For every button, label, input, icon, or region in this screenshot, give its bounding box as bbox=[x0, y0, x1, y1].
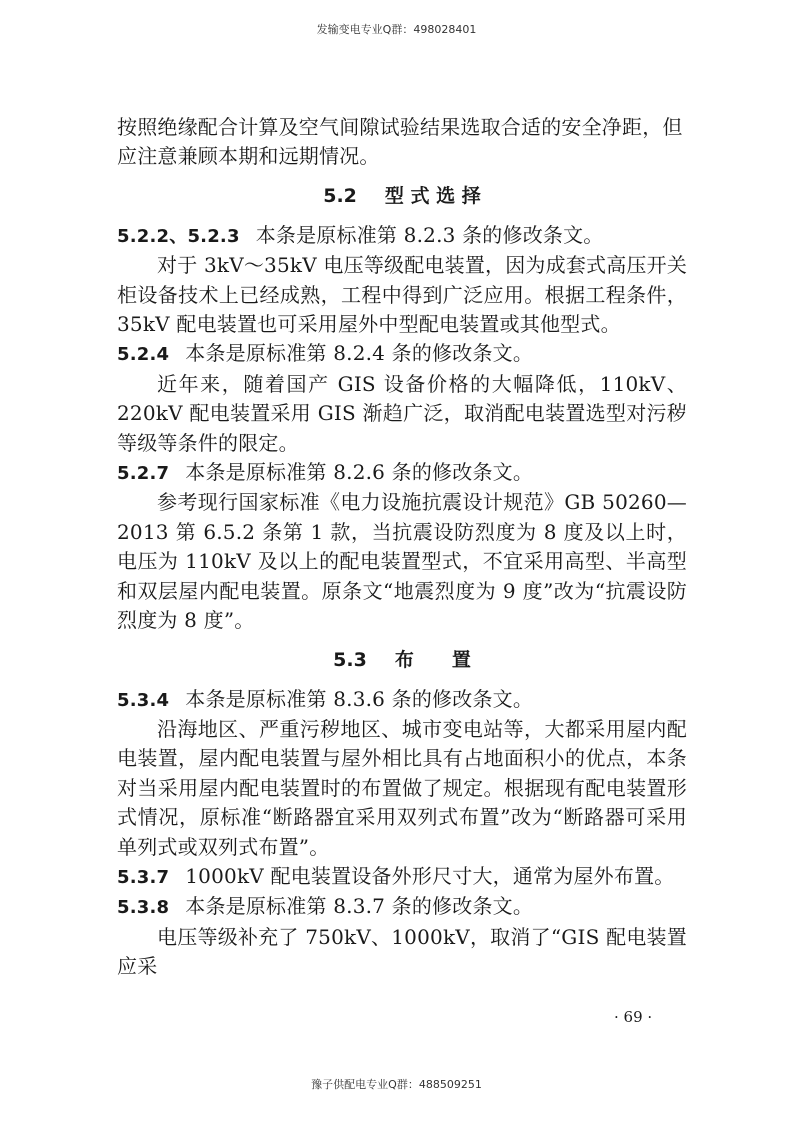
document-body bbox=[117, 113, 687, 982]
clause-body: 电压等级补充了 750kV、1000kV，取消了“GIS 配电装置应采 bbox=[117, 924, 687, 979]
section-number: 5.2 bbox=[323, 184, 357, 207]
section-title: 型 式 选 择 bbox=[384, 184, 481, 207]
clause-5-3-7 bbox=[117, 862, 687, 892]
clause-body: 参考现行国家标准《电力设施抗震设计规范》GB 50260—2013 第 6.5.2 条第 1 款，当抗震设防烈度为 8 度及以上时，电压为 110kV 及以上的配电装置型式，不宜采用高型、半高型和双层屋内配电装置。原条文“地震烈度为 9 度”改为“抗震设防烈度为 8 度”。 bbox=[117, 490, 687, 633]
clause-number: 5.2.7 bbox=[117, 463, 170, 485]
page-number: · 69 · bbox=[614, 1008, 653, 1026]
clause-body: 近年来，随着国产 GIS 设备价格的大幅降低，110kV、220kV 配电装置采用 GIS 渐趋广泛，取消配电装置选型对污秽等级等条件的限定。 bbox=[117, 371, 687, 455]
clause-5-2-4 bbox=[117, 339, 687, 369]
clause-5-2-2 bbox=[117, 221, 687, 251]
clause-body: 沿海地区、严重污秽地区、城市变电站等，大都采用屋内配电装置，屋内配电装置与屋外相比具有占地面积小的优点，本条对当采用屋内配电装置时的布置做了规定。根据现有配电装置形式情况，原标准“断路器宜采用双列式布置”改为“断路器可采用单列式或双列式布置”。 bbox=[117, 716, 687, 859]
section-title: 布 置 bbox=[394, 648, 471, 671]
watermark-top: 发输变电专业Q群：498028401 bbox=[316, 23, 477, 36]
clause-body: 对于 3kV～35kV 电压等级配电装置，因为成套式高压开关柜设备技术上已经成熟，工程中得到广泛应用。根据工程条件，35kV 配电装置也可采用屋外中型配电装置或其他型式。 bbox=[117, 253, 688, 337]
clause-text: 本条是原标准第 8.2.3 条的修改条文。 bbox=[255, 222, 604, 247]
clause-5-3-4 bbox=[117, 685, 687, 715]
text-line: 按照绝缘配合计算及空气间隙试验结果选取合适的安全净距，但 bbox=[117, 115, 683, 139]
clause-5-3-8 bbox=[117, 892, 687, 922]
clause-number: 5.3.7 bbox=[117, 866, 170, 888]
section-number: 5.3 bbox=[333, 648, 367, 671]
clause-text: 1000kV 配电装置设备外形尺寸大，通常为屋外布置。 bbox=[185, 863, 675, 888]
clause-number: 5.2.2、5.2.3 bbox=[117, 225, 240, 247]
clause-number: 5.3.4 bbox=[117, 689, 170, 711]
clause-number: 5.2.4 bbox=[117, 344, 170, 366]
clause-text: 本条是原标准第 8.2.6 条的修改条文。 bbox=[185, 460, 534, 485]
clause-text: 本条是原标准第 8.2.4 条的修改条文。 bbox=[185, 341, 534, 366]
section-heading-5-2 bbox=[117, 182, 687, 211]
clause-number: 5.3.8 bbox=[117, 897, 170, 919]
clause-5-2-7 bbox=[117, 458, 687, 488]
watermark-bottom: 豫子供配电专业Q群：488509251 bbox=[311, 1078, 482, 1091]
clause-text: 本条是原标准第 8.3.6 条的修改条文。 bbox=[185, 686, 534, 711]
section-heading-5-3 bbox=[117, 646, 687, 675]
clause-text: 本条是原标准第 8.3.7 条的修改条文。 bbox=[185, 894, 534, 919]
text-line: 应注意兼顾本期和远期情况。 bbox=[117, 144, 380, 169]
